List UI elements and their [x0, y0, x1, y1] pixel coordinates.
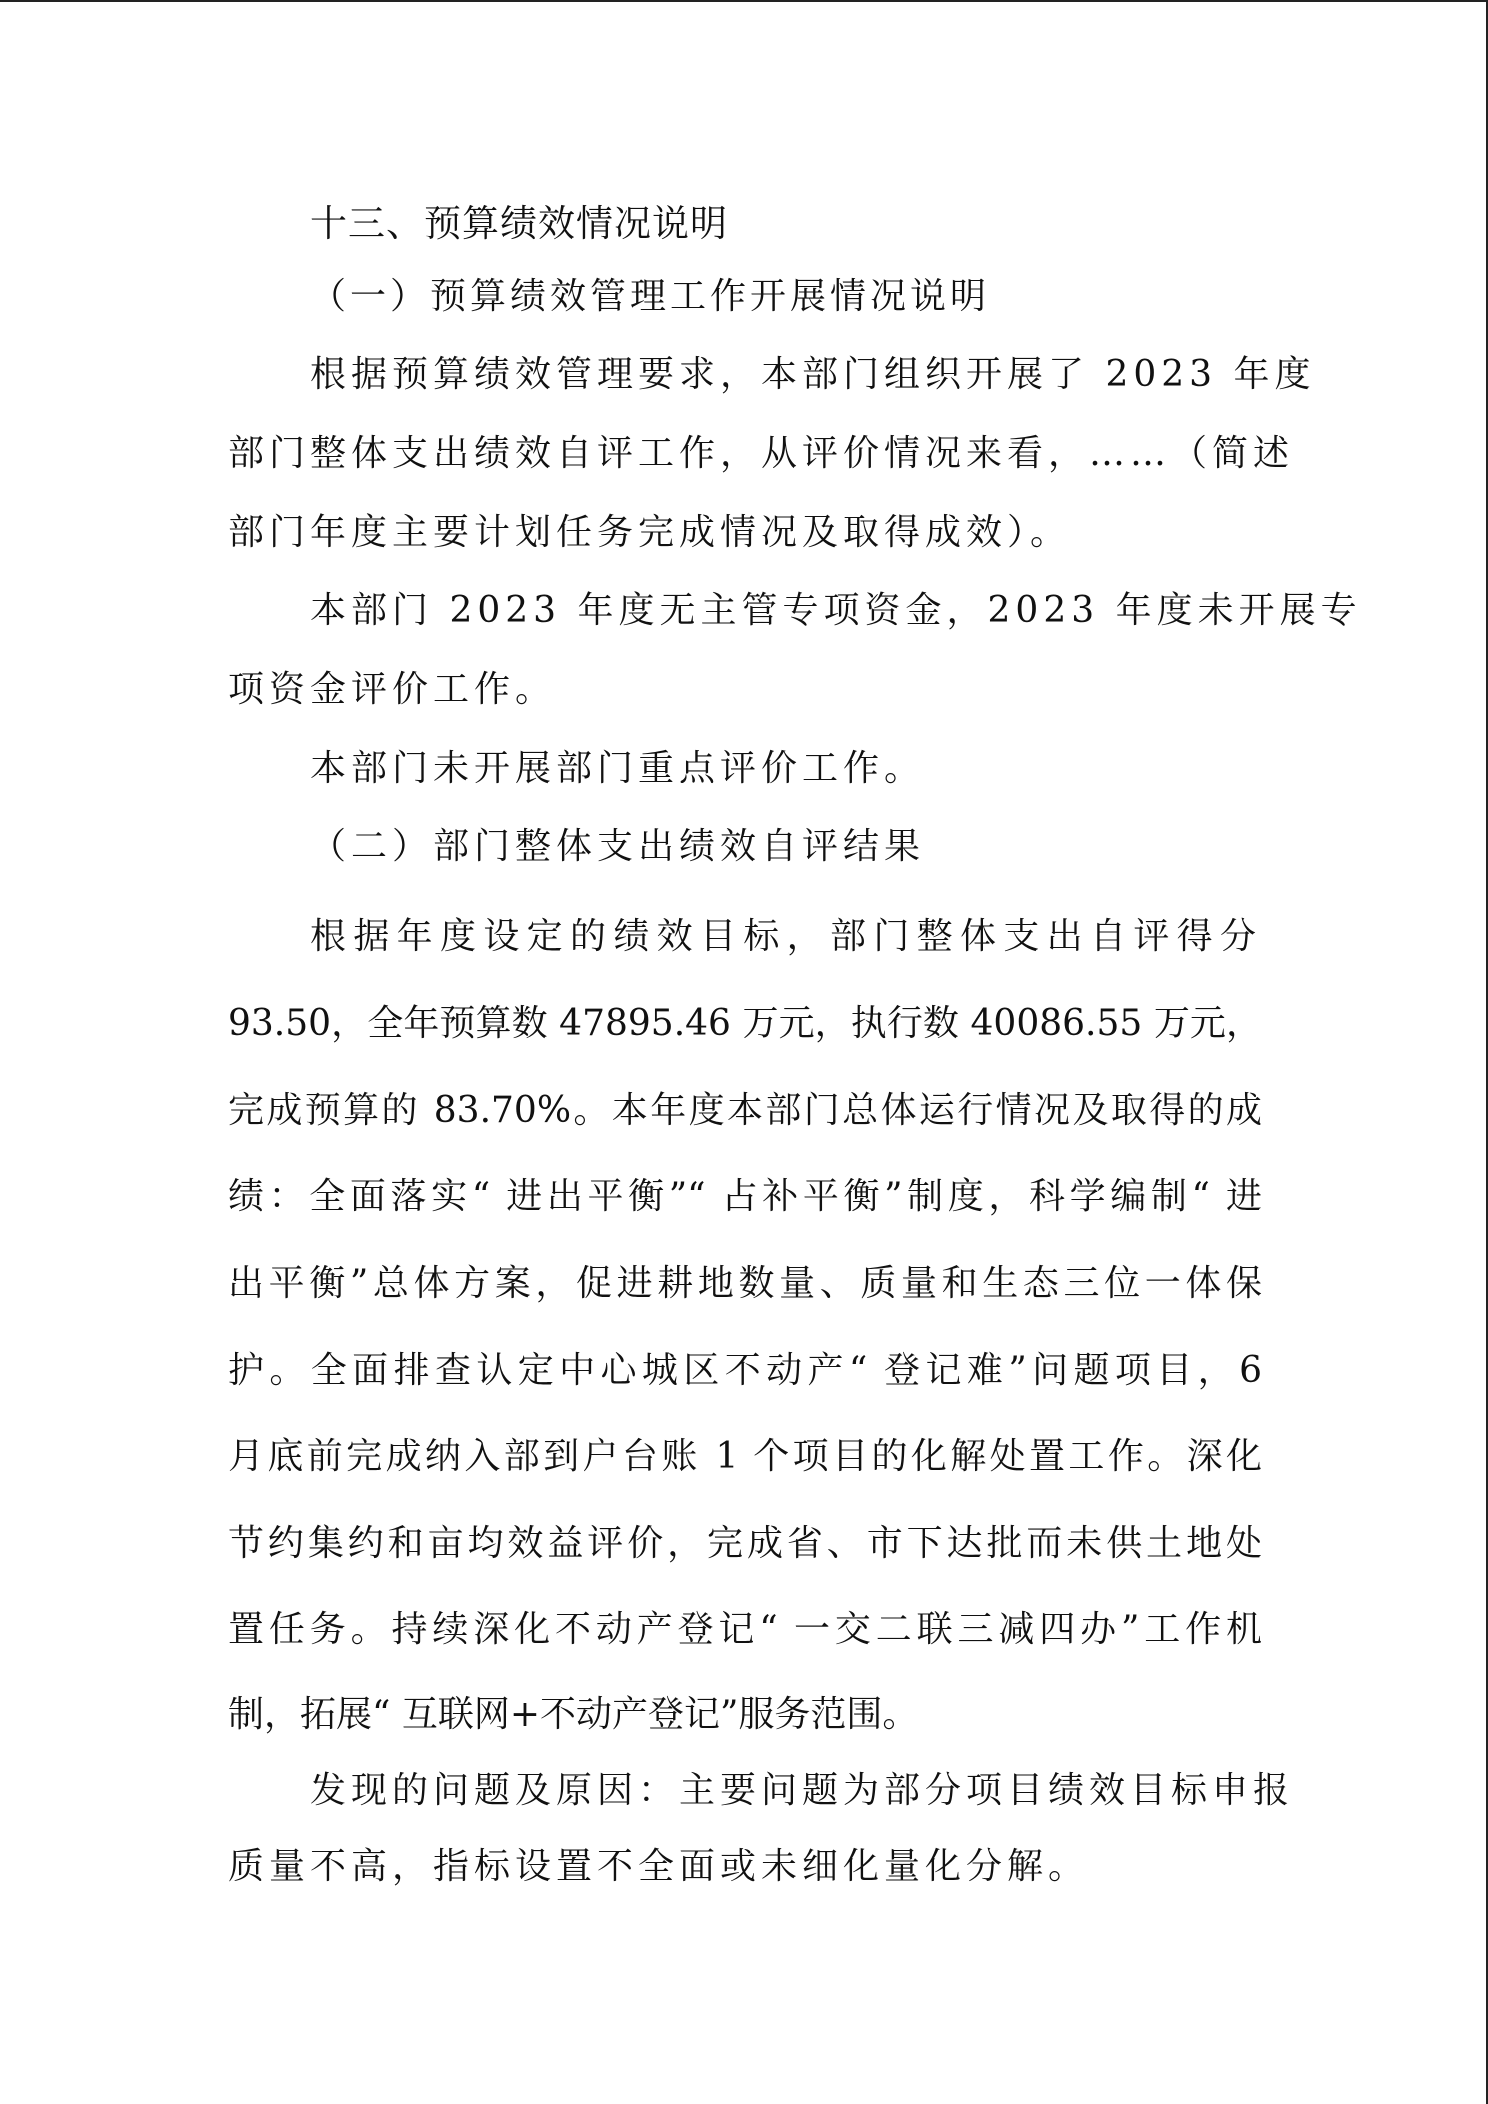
paragraph-4-line-9: 置任务。持续深化不动产登记“ 一交二联三减四办”工作机 [228, 1609, 1262, 1650]
paragraph-1-line-2: 部门整体支出绩效自评工作，从评价情况来看，……（简述 [228, 433, 1295, 474]
paragraph-4-line-3: 完成预算的 83.70%。本年度本部门总体运行情况及取得的成 [228, 1090, 1262, 1131]
paragraph-4-line-1: 根据年度设定的绩效目标，部门整体支出自评得分 [310, 916, 1262, 957]
paragraph-5-line-2: 质量不高，指标设置不全面或未细化量化分解。 [228, 1846, 1090, 1887]
paragraph-5-line-1: 发现的问题及原因：主要问题为部分项目绩效目标申报 [310, 1770, 1295, 1811]
paragraph-4-line-6: 护。全面排查认定中心城区不动产“ 登记难”问题项目，6 [228, 1350, 1262, 1391]
subsection-heading-1: （一）预算绩效管理工作开展情况说明 [310, 276, 991, 317]
paragraph-2-line-1: 本部门 2023 年度无主管专项资金，2023 年度未开展专 [310, 590, 1362, 631]
paragraph-4-line-4: 绩：全面落实“ 进出平衡”“ 占补平衡”制度，科学编制“ 进 [228, 1176, 1262, 1217]
paragraph-1-line-3: 部门年度主要计划任务完成情况及取得成效）。 [228, 512, 1072, 553]
subsection-heading-2: （二）部门整体支出绩效自评结果 [310, 826, 926, 867]
paragraph-1-line-1: 根据预算绩效管理要求，本部门组织开展了 2023 年度 [310, 354, 1316, 395]
paragraph-2-line-2: 项资金评价工作。 [228, 669, 557, 710]
paragraph-4-line-7: 月底前完成纳入部到户台账 1 个项目的化解处置工作。深化 [228, 1436, 1262, 1477]
paragraph-4-line-8: 节约集约和亩均效益评价，完成省、市下达批而未供土地处 [228, 1523, 1262, 1564]
paragraph-4-line-2: 93.50，全年预算数 47895.46 万元，执行数 40086.55 万元， [228, 1003, 1262, 1044]
paragraph-4-line-10: 制，拓展“ 互联网+不动产登记”服务范围。 [228, 1694, 919, 1735]
paragraph-4-line-5: 出平衡”总体方案，促进耕地数量、质量和生态三位一体保 [228, 1263, 1262, 1304]
section-heading: 十三、预算绩效情况说明 [310, 202, 728, 245]
paragraph-3-line-1: 本部门未开展部门重点评价工作。 [310, 748, 926, 789]
